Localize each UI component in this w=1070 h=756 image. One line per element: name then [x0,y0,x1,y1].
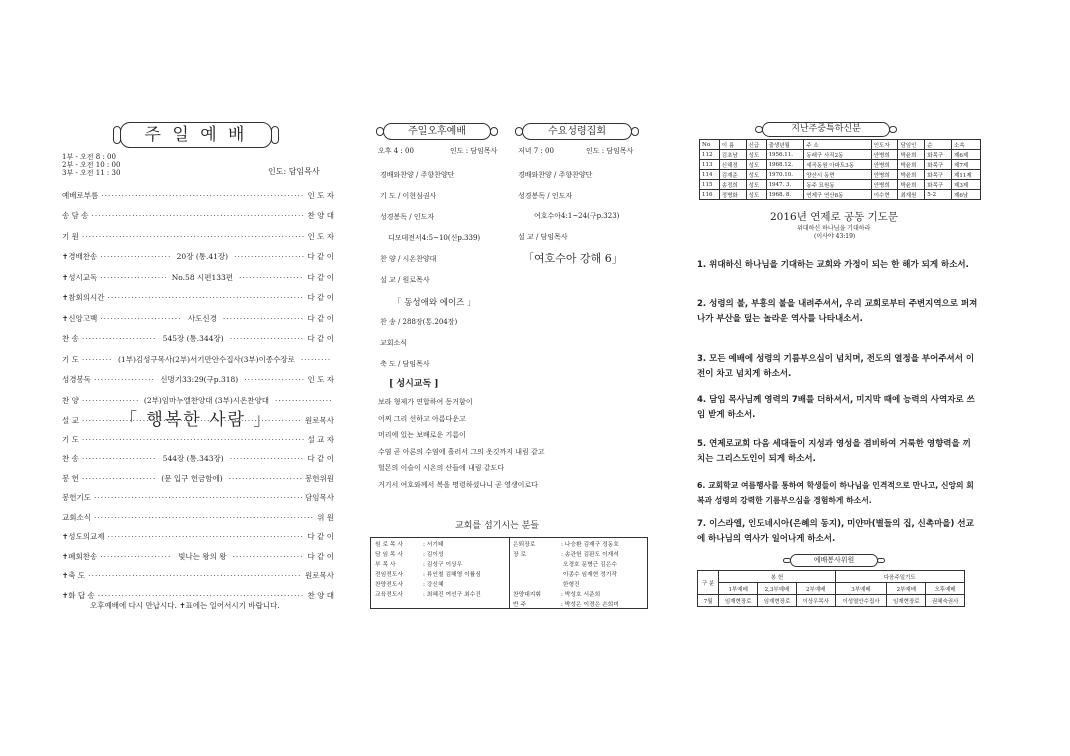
duty-sub-cell: 오후예배 [926,583,965,595]
prayer-item: 4. 담임 목사님께 영력의 7배를 더하셔서, 미지막 때에 능력의 사역자로 쓰임 받게 하소서. [697,395,975,420]
news-cell: 화목구 [925,170,952,180]
afternoon-line: 경배와찬양 / 주향찬양단 [380,171,455,179]
order-item-person: 다 같 이 [307,334,335,343]
dot-leader [100,552,172,561]
order-item-detail: 빛나는 왕의 왕 [178,551,227,561]
prayer-item: 2. 성령의 불, 부흥의 불을 내려주셔서, 우리 교회로부터 주변지역으로 퍼져나가 부산을 덮는 놀라운 역사를 나타내소서. [697,299,978,324]
servant-names: 이종수 임재현 정기작 [561,572,617,578]
duty-sub-cell: 2,3부예배 [758,583,797,595]
order-item-name: 찬 송 [62,454,79,463]
servant-role: 교육전도사 [375,592,403,598]
news-cell: 세곡동원 아파트3동 [804,160,871,170]
order-item-name: ✝성시교독 [62,272,98,282]
news-cell: 신해정 [719,160,746,170]
news-cell: 동주 묘원동 [804,180,871,190]
servant-row [375,569,481,578]
order-item-detail: (문 입구 헌금함에) [161,473,223,483]
sermon-title: 「 행복한 사람 」 [120,410,273,430]
list-line: 설 교 / 담임목사 [518,232,568,241]
afternoon-time: 오후 4 : 00 [378,147,414,155]
prayer-item: 6. 교회학교 여름행사를 통하여 학생들이 하나님을 인격적으로 만나고, 신앙의 회복과 성령의 강력한 기름부으심을 경험하게 하소서. [697,481,974,505]
order-item-detail: 신명기33:29(구p.318) [160,375,239,384]
service-time-1: 1부 - 오전 8 : 00 [62,153,116,161]
afternoon-line: 찬 송 / 288장(통.204장) [380,318,458,326]
wednesday-leader: 인도 : 담임목사 [586,147,634,155]
news-cell: 성도 [746,160,766,170]
news-cell: 동래구 사직2동 [804,150,871,160]
duty-sub-cell: 1부예배 [719,583,758,595]
servant-row [513,569,617,578]
reading-title: [ 성시교독 ] [389,379,439,389]
servant-role: 찬양전도사 [375,582,403,588]
servant-names: : 류인철 김혜영 이률심 [423,572,481,578]
wednesday-time: 저녁 7 : 00 [518,147,554,155]
dot-leader [82,435,305,444]
wednesday-sermon: 「여호수아 강해 6」 [523,252,623,265]
prayer-verse: (이사야 43:19) [814,233,856,240]
news-cell: 김재준 [719,170,746,180]
news-cell: 제3제 [952,180,981,190]
order-item-name: 송 담 송 [62,211,89,220]
list-line: 거기서 여호와께서 복을 명령하셨나니 곧 영생이로다 [378,480,538,489]
duty-month-cell: 7월 [698,595,719,607]
dot-leader [98,591,305,600]
dot-leader [82,396,138,405]
prayer-subtitle: 위대하신 하나님을 기대하라 [797,225,871,232]
news-row [700,170,981,180]
main-service-title: 주 일 예 배 [120,122,272,148]
order-item-name: ✝폐회찬송 [62,551,98,561]
dot-leader [233,552,305,561]
order-item-name: 봉헌기도 [62,493,91,502]
order-item-name: 교회소식 [62,512,91,522]
dot-leader [94,513,314,522]
order-item-person: 위 원 [317,512,334,522]
news-row [700,180,981,190]
dot-leader [108,293,305,302]
duty-title: 예배봉사위원 [790,554,878,567]
order-row [62,352,334,366]
news-cell: 제7제 [952,160,981,170]
duty-sub-cell: 2부예배 [887,583,926,595]
duty-value-row [698,595,965,607]
order-item-name: ✝신앙고백 [62,313,98,323]
afternoon-service-title: 주일오후예배 [383,123,491,140]
order-row [62,188,334,202]
new-members-table [699,139,981,200]
prayer-item: 7. 이스라엘, 인도네시아(은혜의 동지), 미얀마(별들의 집, 신촉마을) 선교에 하나님의 역사가 일어나게 하소서. [697,519,974,544]
servant-role: 반 주 [513,602,527,608]
duty-value-cell: 임재현장로 [758,595,797,607]
order-row [62,270,334,284]
order-item-name: ✝화 답 송 [62,590,95,600]
duty-value-cell: 이상우목사 [796,595,835,607]
duty-header-cell: 다음주일기도 [835,571,964,583]
news-cell: 제6남 [952,190,981,200]
servant-row [375,589,481,598]
dot-leader [94,493,302,502]
afternoon-leader: 인도 : 담임목사 [450,147,498,155]
servant-role: 부 목 사 [375,562,396,568]
servant-names: : 서기태 [423,542,444,548]
list-line: 수염 곧 아론의 수염에 흘러서 그의 옷깃까지 내림 같고 [378,447,545,456]
order-item-person: 담임목사 [305,493,334,502]
servant-role: 은퇴장로 [513,542,536,548]
order-item-name: ✝성도의교제 [62,532,105,541]
news-cell: 1956.11. [766,150,804,160]
order-item-name: 기 도 [62,434,79,444]
dot-leader [94,375,154,384]
news-cell: 양산시 동면 [804,170,871,180]
news-cell: 1970.10. [766,170,804,180]
order-item-person: 다 같 이 [307,454,335,463]
news-cell: 1947. 3. [766,180,804,190]
news-title: 지난주중특하신분 [762,122,890,137]
servant-row [375,559,462,568]
order-row [62,311,334,325]
dot-leader [101,191,304,200]
servants-title: 교회를 섬기시는 분들 [455,521,539,531]
wednesday-service-title: 수요성령집회 [522,123,632,140]
news-cell: 박윤희 [898,180,925,190]
left-footer: 오후예배에 다시 만납시다. ✝표에는 일어서시기 바랍니다. [90,601,280,610]
news-cell: 박윤희 [898,150,925,160]
duty-header-row [698,571,965,583]
news-cell: 안병희 [871,160,898,170]
list-line: 보라 형제가 연합하여 동거함이 [378,398,473,406]
servant-row [375,539,444,548]
news-header-cell: 담임인 [898,140,925,150]
prayer-title: 2016년 연제로 공동 기도문 [770,211,899,223]
news-header-cell: 소속 [952,140,981,150]
afternoon-line: 축 도 / 담임목사 [380,360,430,368]
afternoon-line: 디모데전서4:5~10(신p.339) [388,234,481,242]
news-header-cell: 인도자 [871,140,898,150]
duty-value-cell: 권혜숙권사 [926,595,965,607]
servant-names: : 최혜진 여선구 최수진 [423,592,481,598]
order-item-name: ✝경배찬송 [62,252,98,261]
order-item-person: 원로목사 [305,416,334,425]
news-cell: 화목구 [925,180,952,190]
servant-row [513,599,619,608]
order-item-person: 다 같 이 [307,532,334,541]
servant-names: 오경호 문병근 김은수 [561,562,617,568]
servant-names: : 박성호 서준희 [561,592,601,598]
afternoon-line: 「 동성애와 에이즈 」 [393,298,476,308]
news-header-cell: 신급 [746,140,766,150]
list-line: 경배와찬양 / 주향찬양단 [518,171,593,179]
order-item-person: 다 같 이 [307,551,334,561]
service-leader: 인도: 담임목사 [268,167,320,176]
order-item-name: 예배로부름 [62,190,99,200]
dot-leader [100,273,165,282]
news-cell: 이수현 [871,190,898,200]
news-row [700,190,981,200]
afternoon-line: 성경봉독 / 인도자 [380,213,435,221]
order-row [62,510,334,524]
order-row [62,569,334,583]
afternoon-line: 교회소식 [380,339,408,347]
order-item-person: 설 교 자 [307,434,334,444]
order-item-person: 봉헌위원 [305,473,335,483]
servants-box [370,537,648,609]
order-row [62,452,334,466]
dot-leader [92,211,305,220]
dot-leader [82,454,157,463]
servant-row [513,549,619,558]
order-item-detail: 사도신경 [187,313,217,323]
dot-leader [229,474,302,483]
news-header-row [700,140,981,150]
news-header-cell: 이 름 [719,140,746,150]
prayer-item: 1. 위대하신 하나님을 기대하는 교회와 가정이 되는 한 해가 되게 하소서. [697,260,969,270]
dot-leader [244,375,304,384]
servant-names: : 김이성 [423,552,444,558]
afternoon-line: 기 도 / 이현심권사 [380,192,437,200]
order-item-person: 찬 양 대 [307,590,334,600]
order-item-detail: 20장 (통.41장) [176,252,229,261]
order-row [62,250,334,264]
servant-names: : 박성은 이경은 손희미 [561,602,619,608]
servant-row [513,589,600,598]
afternoon-line: 설 교 / 원로목사 [380,276,430,284]
news-cell: 113 [700,160,720,170]
order-row [62,332,334,346]
order-item-person: 다 같 이 [307,313,335,323]
servant-role: 원 로 목 사 [375,542,403,548]
servant-role: 장 로 [513,552,527,558]
order-item-detail: 545장 (통.344장) [162,334,224,343]
order-row [62,491,334,505]
news-cell: 정병화 [719,190,746,200]
order-item-detail: (1부)김성구목사(2부)서기만안수집사(3부)이종수장로 [118,354,295,364]
dot-leader [301,355,331,364]
servant-role: 전임전도사 [375,572,403,578]
order-item-name: 찬 송 [62,334,79,343]
servant-row [513,579,580,588]
afternoon-line: 찬 양 / 시온찬양대 [380,255,437,263]
duty-value-cell: 이성열안수집사 [835,595,887,607]
dot-leader [82,474,155,483]
news-cell: 1968. 8. [766,190,804,200]
list-line: 여호수아4:1~24(구p.323) [534,212,620,220]
prayer-item: 3. 모든 예배에 성령의 기름부으심이 넘치며, 전도의 열정을 부어주셔서 이 전이 차고 넘치게 하소서. [697,354,975,379]
servant-names: : 강신혜 [423,582,444,588]
list-line: 성경봉독 / 인도자 [518,191,573,200]
order-item-detail: (2부)임마누엘찬양대 (3부)시온찬양대 [143,395,269,405]
dot-leader [82,232,305,241]
duty-header-cell: 봉 헌 [719,571,835,583]
dot-leader [230,334,305,343]
servant-names: : 나승환 김재구 정동호 [561,542,619,548]
service-time-2: 2부 - 오전 10 : 00 [62,161,121,169]
servant-row [513,559,617,568]
order-row [62,432,334,446]
order-item-person: 인 도 자 [307,375,335,384]
duty-value-cell: 임재현장로 [887,595,926,607]
news-cell: 112 [700,150,720,160]
dot-leader [82,355,112,364]
order-item-name: 설 교 [62,416,79,425]
servant-row [375,549,444,558]
news-cell: 성도 [746,150,766,160]
list-line: 머리에 있는 보배로운 기름이 [378,431,466,439]
order-item-person: 원로목사 [305,571,334,580]
prayer-item: 5. 연제로교회 다음 세대들이 지성과 영성을 겸비하여 거룩한 영향력을 끼치는 그리스도인이 되게 하소서. [697,439,971,464]
order-item-person: 인 도 자 [307,190,334,200]
order-item-name: 찬 양 [62,395,79,405]
list-line: 헐몬의 이슬이 시온의 산들에 내림 같도다 [378,464,505,472]
news-row [700,150,981,160]
news-cell: 116 [700,190,720,200]
order-row [62,209,334,223]
order-item-name: 기 원 [62,231,79,241]
order-item-person: 다 같 이 [307,272,334,282]
servant-names: : 김성구 이상우 [423,562,463,568]
news-cell: 화목구 [925,150,952,160]
dot-leader [88,571,302,580]
servant-names: : 송관헌 김판도 이재석 [561,552,619,558]
news-cell: 안병희 [871,180,898,190]
order-item-name: 기 도 [62,354,79,364]
order-item-name: 봉 헌 [62,473,79,483]
dot-leader [239,273,304,282]
news-row [700,160,981,170]
dot-leader [275,396,331,405]
order-item-name: 성경봉독 [62,375,91,384]
news-cell: 연제구 연산8동 [804,190,871,200]
news-cell: 박윤희 [898,170,925,180]
news-cell: 5-2 [925,190,952,200]
service-time-3: 3부 - 오전 11 : 30 [62,169,121,177]
news-header-cell: 출생년월 [766,140,804,150]
duty-sub-row [698,583,965,595]
servant-names: 한형진 [561,582,580,588]
news-header-cell: 주 소 [804,140,871,150]
order-item-detail: No.58 시편133편 [171,272,234,282]
news-cell: 화목구 [925,160,952,170]
servant-role: 담 임 목 사 [375,552,403,558]
news-cell: 1968.12. [766,160,804,170]
order-row [62,373,334,387]
order-row [62,471,334,485]
news-cell: 안병희 [871,170,898,180]
order-item-name: ✝축 도 [62,571,86,580]
servant-row [513,539,619,548]
news-cell: 성도 [746,190,766,200]
duty-header-cell: 구 분 [698,571,719,595]
news-cell: 김초남 [719,150,746,160]
news-cell: 제11제 [952,170,981,180]
dot-leader [100,314,182,323]
dot-leader [234,252,304,261]
dot-leader [82,334,157,343]
news-cell: 박윤희 [898,160,925,170]
news-cell: 성도 [746,170,766,180]
order-item-person: 다 같 이 [307,252,335,261]
order-item-name: ✝참회의시간 [62,293,105,302]
dot-leader [100,252,170,261]
news-header-cell: No [700,140,720,150]
order-item-detail: 544장 (통.343장) [162,454,224,463]
news-cell: 송정희 [719,180,746,190]
order-row [62,530,334,544]
dot-leader [223,314,305,323]
order-item-person: 인 도 자 [307,231,334,241]
news-cell: 성도 [746,180,766,190]
news-header-cell: 순 [925,140,952,150]
servant-row [375,579,444,588]
order-item-person: 다 같 이 [307,293,334,302]
order-row [62,549,334,563]
duty-table [697,570,965,607]
duty-sub-cell: 3부예배 [835,583,887,595]
dot-leader [230,454,305,463]
news-cell: 115 [700,180,720,190]
duty-sub-cell: 2부예배 [796,583,835,595]
servant-role: 찬양대지휘 [513,592,541,598]
list-line: 어찌 그리 선하고 아름다운고 [378,414,466,423]
order-row [62,229,334,243]
order-row [62,291,334,305]
order-item-person: 찬 양 대 [307,211,334,220]
duty-value-cell: 임재현장로 [719,595,758,607]
news-cell: 114 [700,170,720,180]
news-cell: 제6제 [952,150,981,160]
news-cell: 최재원 [898,190,925,200]
dot-leader [108,532,305,541]
news-cell: 안병희 [871,150,898,160]
